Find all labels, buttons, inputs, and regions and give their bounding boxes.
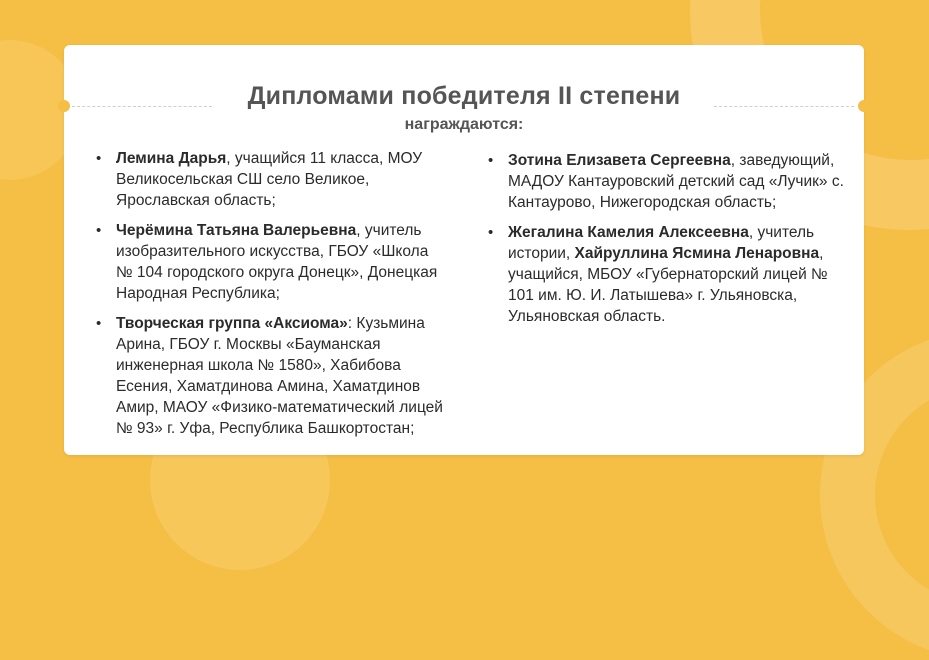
- winner-details: , учитель истории,: [508, 224, 815, 262]
- winner-name: Зотина Елизавета Сергеевна: [508, 152, 731, 169]
- bullet-icon: •: [96, 150, 102, 167]
- winner-details: : Кузьмина Арина, ГБОУ г. Москвы «Бауманская инженерная школа № 1580», Хабибова Есения, Хаматдинова Амина, Хаматдинов Амир, МАОУ «Физико-математический лицей № 93» г. Уфа, Республика Башкортостан;: [116, 315, 443, 437]
- list-item: [488, 222, 848, 327]
- winner-name: Творческая группа «Аксиома»: [116, 315, 348, 332]
- page-subtitle: награждаются:: [404, 116, 524, 133]
- winner-details: , учащийся, МБОУ «Губернаторский лицей № 101 им. Ю. И. Латышева» г. Ульяновска, Ульяновская область.: [508, 245, 828, 325]
- winner-details: , заведующий, МАДОУ Кантауровский детский сад «Лучик» с. Кантаурово, Нижегородская область;: [508, 152, 844, 211]
- winner-name: Черёмина Татьяна Валерьевна: [116, 222, 357, 239]
- list-item: [96, 313, 446, 439]
- page-title: Дипломами победителя II степени: [247, 82, 681, 110]
- list-item: [96, 220, 446, 304]
- right-winners-list: [488, 150, 848, 336]
- winner-details: , учитель изобразительного искусства, ГБОУ «Школа № 104 городского округа Донецк», Донецкая Народная Республика;: [116, 222, 438, 302]
- left-winners-list: [96, 148, 446, 448]
- bullet-icon: •: [488, 152, 494, 169]
- winner-name: Хайруллина Ясмина Ленаровна: [574, 245, 820, 262]
- winner-name: Жегалина Камелия Алексеевна: [508, 224, 749, 241]
- bullet-icon: •: [96, 222, 102, 239]
- list-item: [488, 150, 848, 213]
- list-item: [96, 148, 446, 211]
- winner-details: , учащийся 11 класса, МОУ Великосельская СШ село Великое, Ярославская область;: [116, 150, 423, 209]
- winner-name: Лемина Дарья: [116, 150, 227, 167]
- bullet-icon: •: [488, 224, 494, 241]
- bullet-icon: •: [96, 315, 102, 332]
